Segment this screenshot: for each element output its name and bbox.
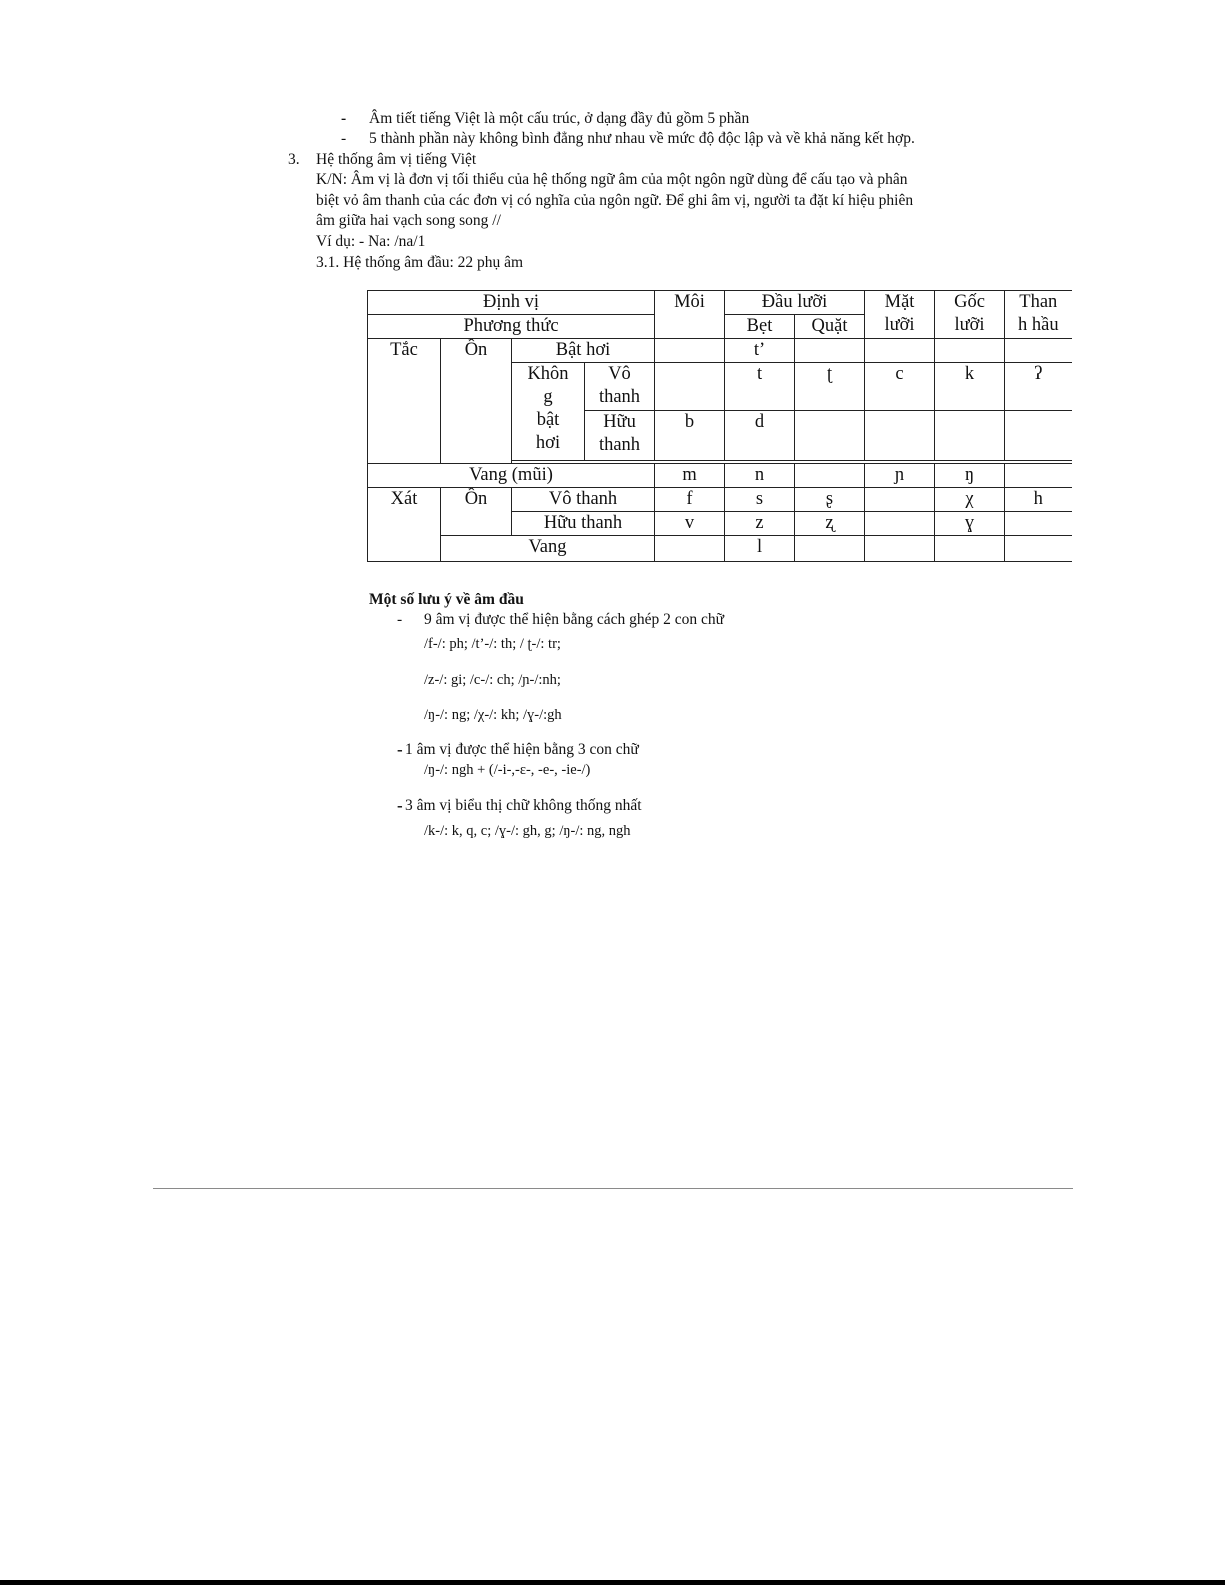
header-goc-luoi (935, 291, 1005, 339)
header-thanh-hau-line: Than (1019, 292, 1058, 312)
label-line: hơi (535, 433, 561, 453)
intro-bullet-text: 5 thành phần này không bình đẳng như nhau về mức độ độc lập và về khả năng kết hợp. (369, 130, 915, 147)
cell: c (865, 363, 935, 411)
row-label-bat-hoi: Bật hơi (512, 339, 655, 363)
cell: b (655, 411, 725, 461)
cell: ʂ (795, 488, 865, 512)
cell (935, 411, 1005, 461)
cell (1005, 464, 1072, 488)
note-detail-line: /ŋ-/: ngh + (/-i-,-ɛ-, -e-, -ie-/) (424, 762, 591, 778)
cell: ŋ (935, 464, 1005, 488)
cell: χ (935, 488, 1005, 512)
label-line: Hữu (603, 412, 636, 432)
definition-line: biệt vỏ âm thanh của các đơn vị có nghĩa của ngôn ngữ. Để ghi âm vị, người ta đặt kí hiệu phiên (316, 192, 914, 209)
cell: t’ (725, 339, 795, 363)
note-detail-line: /ŋ-/: ng; /χ-/: kh; /ɣ-/:gh (424, 707, 562, 723)
cell (935, 536, 1005, 562)
note-item: 9 âm vị được thể hiện bằng cách ghép 2 con chữ (424, 611, 725, 628)
note-detail-line: /z-/: gi; /c-/: ch; /ɲ-/:nh; (424, 672, 561, 688)
cell: ɣ (935, 512, 1005, 536)
label-line: Khôn (527, 364, 569, 384)
intro-bullet-text: Âm tiết tiếng Việt là một cấu trúc, ở dạng đầy đủ gồm 5 phần (369, 110, 750, 127)
cell (1005, 339, 1072, 363)
example-line: Ví dụ: - Na: /na/1 (316, 233, 426, 250)
cell (655, 339, 725, 363)
row-label-tac: Tắc (368, 339, 441, 464)
cell: v (655, 512, 725, 536)
notes-heading: Một số lưu ý về âm đầu (369, 591, 524, 608)
header-phuong-thuc: Phương thức (368, 315, 655, 339)
label-line: thanh (598, 387, 641, 407)
header-thanh-hau-line: h hầu (1017, 315, 1059, 335)
note-dash: - (397, 796, 403, 815)
label-line: g (543, 387, 553, 407)
note-item: 1 âm vị được thể hiện bằng 3 con chữ (405, 741, 639, 758)
header-mat-luoi (865, 291, 935, 339)
section-heading: Hệ thống âm vị tiếng Việt (316, 151, 477, 168)
bullet-dash: - (341, 130, 347, 147)
cell: ʈ (795, 363, 865, 411)
bullet-dash: - (341, 110, 347, 127)
header-dinh-vi: Định vị (368, 291, 655, 315)
cell (655, 363, 725, 411)
subsection-heading: 3.1. Hệ thống âm đầu: 22 phụ âm (316, 254, 524, 271)
cell: s (725, 488, 795, 512)
cell: z (725, 512, 795, 536)
cell: ɲ (865, 464, 935, 488)
cell (795, 464, 865, 488)
cell: m (655, 464, 725, 488)
header-bet: Bẹt (725, 315, 795, 339)
note-dash: - (397, 740, 403, 759)
cell: d (725, 411, 795, 461)
cell: t (725, 363, 795, 411)
note-detail-line: /f-/: ph; /t’-/: th; / ʈ-/: tr; (424, 636, 561, 652)
row-label-vang-mui: Vang (mũi) (368, 464, 655, 488)
note-detail-line: /k-/: k, q, c; /ɣ-/: gh, g; /ŋ-/: ng, ngh (424, 823, 631, 839)
row-label-vo-thanh: Vô thanh (512, 488, 655, 512)
header-goc-luoi-line: Gốc (954, 292, 985, 312)
header-quat: Quặt (795, 315, 865, 339)
cell (1005, 536, 1072, 562)
row-label-huu-thanh (585, 411, 655, 461)
row-label-on: Ồn (441, 488, 512, 536)
cell (865, 512, 935, 536)
cell (865, 339, 935, 363)
consonant-table (367, 290, 1072, 562)
row-label-huu-thanh: Hữu thanh (512, 512, 655, 536)
cell (795, 536, 865, 562)
note-item: 3 âm vị biểu thị chữ không thống nhất (405, 797, 642, 814)
row-label-vang: Vang (441, 536, 655, 562)
header-mat-luoi-line: Mặt (884, 292, 915, 312)
row-label-on: Ồn (441, 339, 512, 464)
row-label-vo-thanh (585, 363, 655, 411)
cell (795, 339, 865, 363)
section-number: 3. (288, 151, 300, 168)
cell: n (725, 464, 795, 488)
cell (935, 339, 1005, 363)
cell: l (725, 536, 795, 562)
header-thanh-hau (1005, 291, 1072, 339)
cell (795, 411, 865, 461)
label-line: bật (536, 410, 560, 430)
label-line: Vô (608, 364, 631, 384)
row-label-khong-bat-hoi (512, 363, 585, 461)
page-divider (153, 1188, 1073, 1189)
cell: ʐ (795, 512, 865, 536)
header-moi: Môi (655, 291, 725, 339)
cell: ʔ (1005, 363, 1072, 411)
definition-line: âm giữa hai vạch song song // (316, 212, 501, 229)
header-dau-luoi: Đầu lưỡi (725, 291, 865, 315)
page-bottom-edge (0, 1580, 1225, 1585)
note-dash: - (397, 611, 403, 628)
cell (865, 536, 935, 562)
cell (1005, 411, 1072, 461)
header-goc-luoi-line: lưỡi (954, 315, 985, 335)
cell (655, 536, 725, 562)
label-line: thanh (598, 435, 641, 455)
cell: h (1005, 488, 1072, 512)
header-mat-luoi-line: lưỡi (884, 315, 915, 335)
definition-line: K/N: Âm vị là đơn vị tối thiểu của hệ thống ngữ âm của một ngôn ngữ dùng để cấu tạo và phân (316, 171, 908, 188)
row-label-xat: Xát (368, 488, 441, 562)
cell (865, 411, 935, 461)
cell (865, 488, 935, 512)
cell: k (935, 363, 1005, 411)
cell: f (655, 488, 725, 512)
cell (1005, 512, 1072, 536)
